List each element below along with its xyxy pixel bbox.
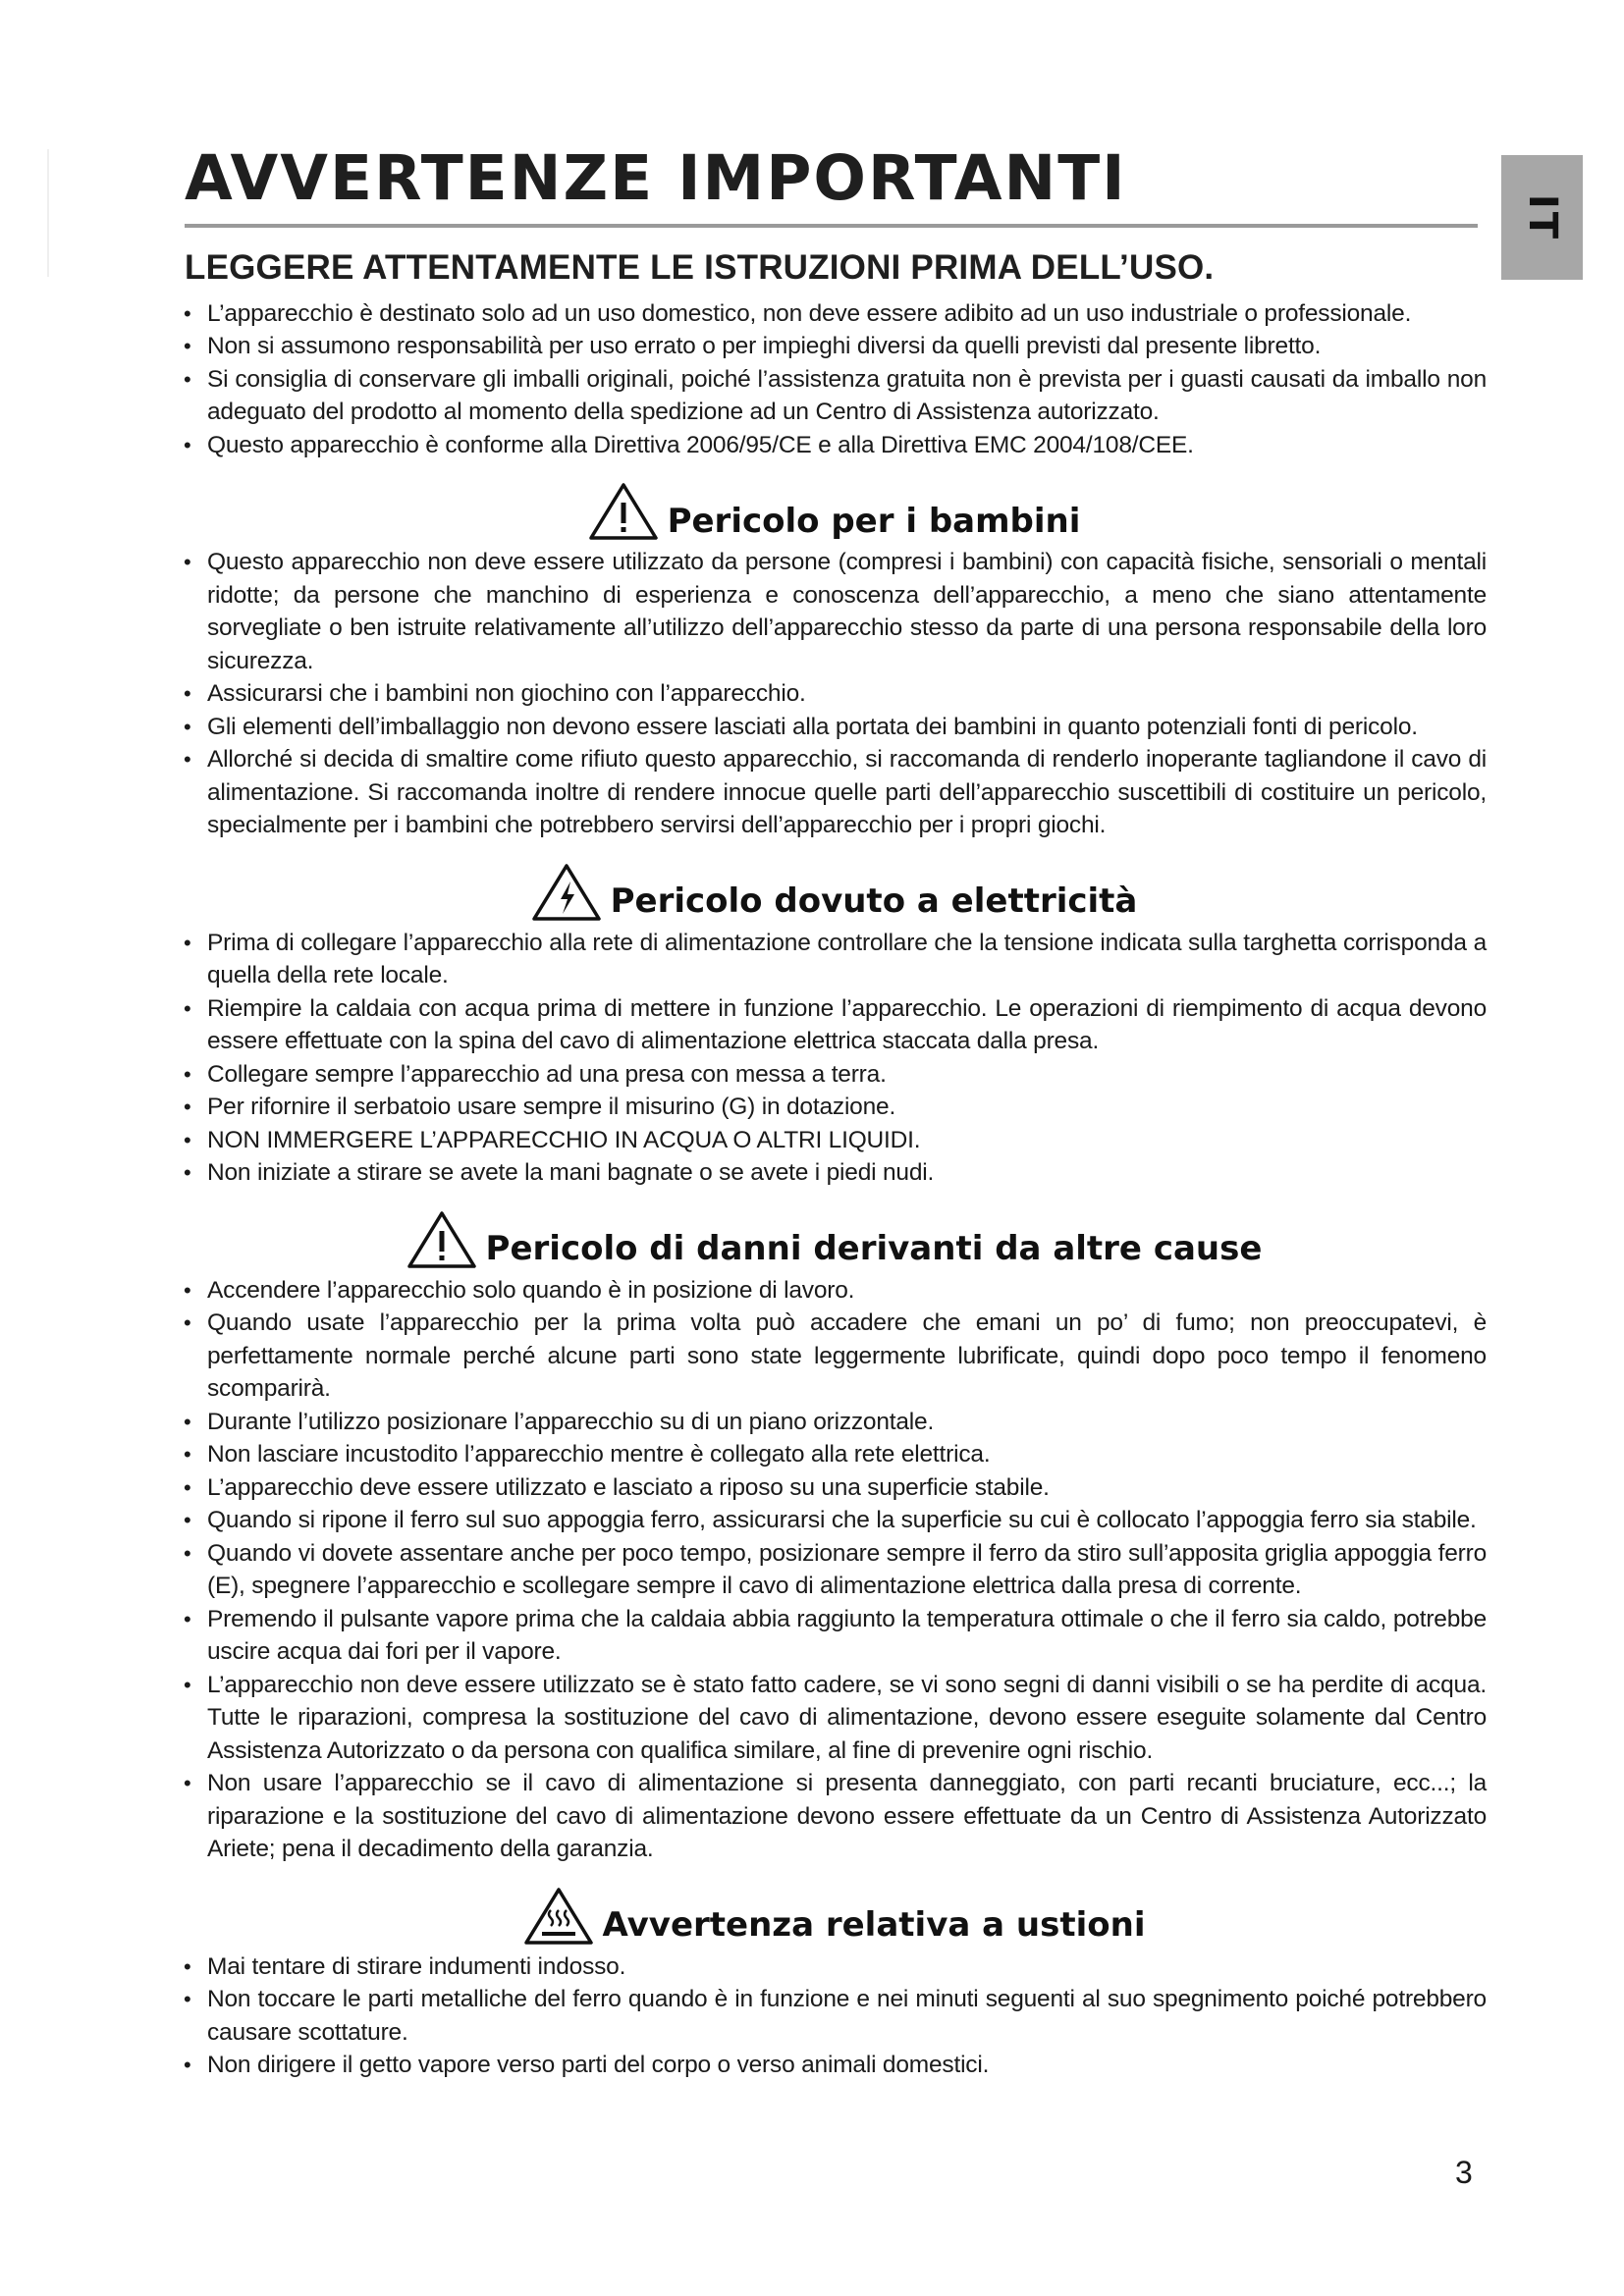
subtitle: LEGGERE ATTENTAMENTE LE ISTRUZIONI PRIMA DELL’USO. [185,248,1215,287]
list-item: • L’apparecchio non deve essere utilizzato se è stato fatto cadere, se vi sono segni di danni visibili o se ha perdite di acqua. Tutte le riparazioni, compresa la sostituzione del cavo di alimentazione, devono essere eseguite solamente dal Centro Assistenza Autorizzato o da persona con qualifica similare, al fine di prevenire ogni rischio. [181,1669,1487,1768]
list-item: • L’apparecchio è destinato solo ad un uso domestico, non deve essere adibito ad un uso industriale o professionale. [181,297,1487,331]
list-item: • Quando si ripone il ferro sul suo appoggia ferro, assicurarsi che la superficie su cui è collocato l’appoggia ferro sia stabile. [181,1504,1487,1537]
list-item: • Durante l’utilizzo posizionare l’apparecchio su di un piano orizzontale. [181,1406,1487,1439]
electric-hazard-icon [530,862,603,923]
section-title: Pericolo dovuto a elettricità [610,881,1138,922]
section-heading-other [181,1207,1487,1270]
list-item: • Prima di collegare l’apparecchio alla rete di alimentazione controllare che la tensione indicata sulla targhetta corrisponda a quella della rete locale. [181,927,1487,992]
margin-mark [47,149,49,277]
section-heading-electricity [181,860,1487,923]
list-item: • Per rifornire il serbatoio usare sempre il misurino (G) in dotazione. [181,1091,1487,1124]
list-item: • NON IMMERGERE L’APPARECCHIO IN ACQUA O ALTRI LIQUIDI. [181,1124,1487,1157]
language-tab-label: IT [1519,193,1565,241]
list-item: • Questo apparecchio non deve essere utilizzato da persone (compresi i bambini) con capacità fisiche, sensoriali o mentali ridotte; da persone che manchino di esperienza e conoscenza dell’apparecchio, a meno che siano attentamente sorvegliate o ben istruite relativamente all’utilizzo dell’apparecchio stesso da parte di una persona responsabile della loro sicurezza. [181,546,1487,677]
list-item: • Non dirigere il getto vapore verso parti del corpo o verso animali domestici. [181,2049,1487,2082]
electricity-list [181,927,1487,1190]
list-item: • Non iniziate a stirare se avete la mani bagnate o se avete i piedi nudi. [181,1156,1487,1190]
list-item: • Questo apparecchio è conforme alla Direttiva 2006/95/CE e alla Direttiva EMC 2004/108/CEE. [181,429,1487,462]
list-item: • Premendo il pulsante vapore prima che la caldaia abbia raggiunto la temperatura ottimale o che il ferro sia caldo, potrebbe uscire acqua dai fori per il vapore. [181,1603,1487,1669]
list-item: • Non usare l’apparecchio se il cavo di alimentazione si presenta danneggiato, con parti recanti bruciature, ecc...; la riparazione e la sostituzione del cavo di alimentazione devono essere effettuate da un Centro di Assistenza Autorizzato Ariete; pena il decadimento della garanzia. [181,1767,1487,1866]
burns-list [181,1950,1487,2082]
list-item: • Collegare sempre l’apparecchio ad una presa con messa a terra. [181,1058,1487,1092]
section-title: Pericolo per i bambini [667,501,1081,541]
list-item: • Assicurarsi che i bambini non giochino con l’apparecchio. [181,677,1487,711]
intro-list [181,297,1487,462]
list-item: • Accendere l’apparecchio solo quando è in posizione di lavoro. [181,1274,1487,1308]
hot-surface-icon [522,1886,595,1947]
language-tab [1501,155,1583,280]
section-heading-children [181,479,1487,542]
list-item: • Quando usate l’apparecchio per la prima volta può accadere che emani un po’ di fumo; non preoccupatevi, è perfettamente normale perché alcune parti sono state leggermente lubrificate, quindi dopo poco tempo il fenomeno scomparirà. [181,1307,1487,1406]
list-item: • Non toccare le parti metalliche del ferro quando è in funzione e nei minuti seguenti al suo spegnimento poiché potrebbero causare scottature. [181,1983,1487,2049]
section-heading-burns [181,1884,1487,1947]
warning-icon [587,481,660,542]
content [181,249,1487,2082]
list-item: • L’apparecchio deve essere utilizzato e lasciato a riposo su una superficie stabile. [181,1471,1487,1505]
title-rule [185,224,1478,228]
children-list [181,546,1487,842]
list-item: • Riempire la caldaia con acqua prima di mettere in funzione l’apparecchio. Le operazioni di riempimento di acqua devono essere effettuate con la spina del cavo di alimentazione elettrica staccata dalla presa. [181,992,1487,1058]
other-list [181,1274,1487,1866]
list-item: • Mai tentare di stirare indumenti indosso. [181,1950,1487,1984]
list-item: • Quando vi dovete assentare anche per poco tempo, posizionare sempre il ferro da stiro sull’apposita griglia appoggia ferro (E), spegnere l’apparecchio e scollegare sempre il cavo di alimentazione elettrica dalla presa di corrente. [181,1537,1487,1603]
warning-icon [406,1209,478,1270]
list-item: • Allorché si decida di smaltire come rifiuto questo apparecchio, si raccomanda di renderlo inoperante tagliandone il cavo di alimentazione. Si raccomanda inoltre di rendere innocue quelle parti dell’apparecchio suscettibili di costituire un pericolo, specialmente per i bambini che potrebbero servirsi dell’apparecchio per i propri giochi. [181,743,1487,842]
page-title: AVVERTENZE IMPORTANTI [185,142,1127,214]
page-number: 3 [1455,2155,1473,2190]
list-item: • Gli elementi dell’imballaggio non devono essere lasciati alla portata dei bambini in quanto potenziali fonti di pericolo. [181,711,1487,744]
section-title: Avvertenza relativa a ustioni [602,1905,1146,1946]
list-item: • Non lasciare incustodito l’apparecchio mentre è collegato alla rete elettrica. [181,1438,1487,1471]
list-item: • Si consiglia di conservare gli imballi originali, poiché l’assistenza gratuita non è prevista per i guasti causati da imballo non adeguato del prodotto al momento della spedizione ad un Centro di Assistenza autorizzato. [181,363,1487,429]
list-item: • Non si assumono responsabilità per uso errato o per impieghi diversi da quelli previsti dal presente libretto. [181,330,1487,363]
section-title: Pericolo di danni derivanti da altre cause [485,1229,1263,1269]
